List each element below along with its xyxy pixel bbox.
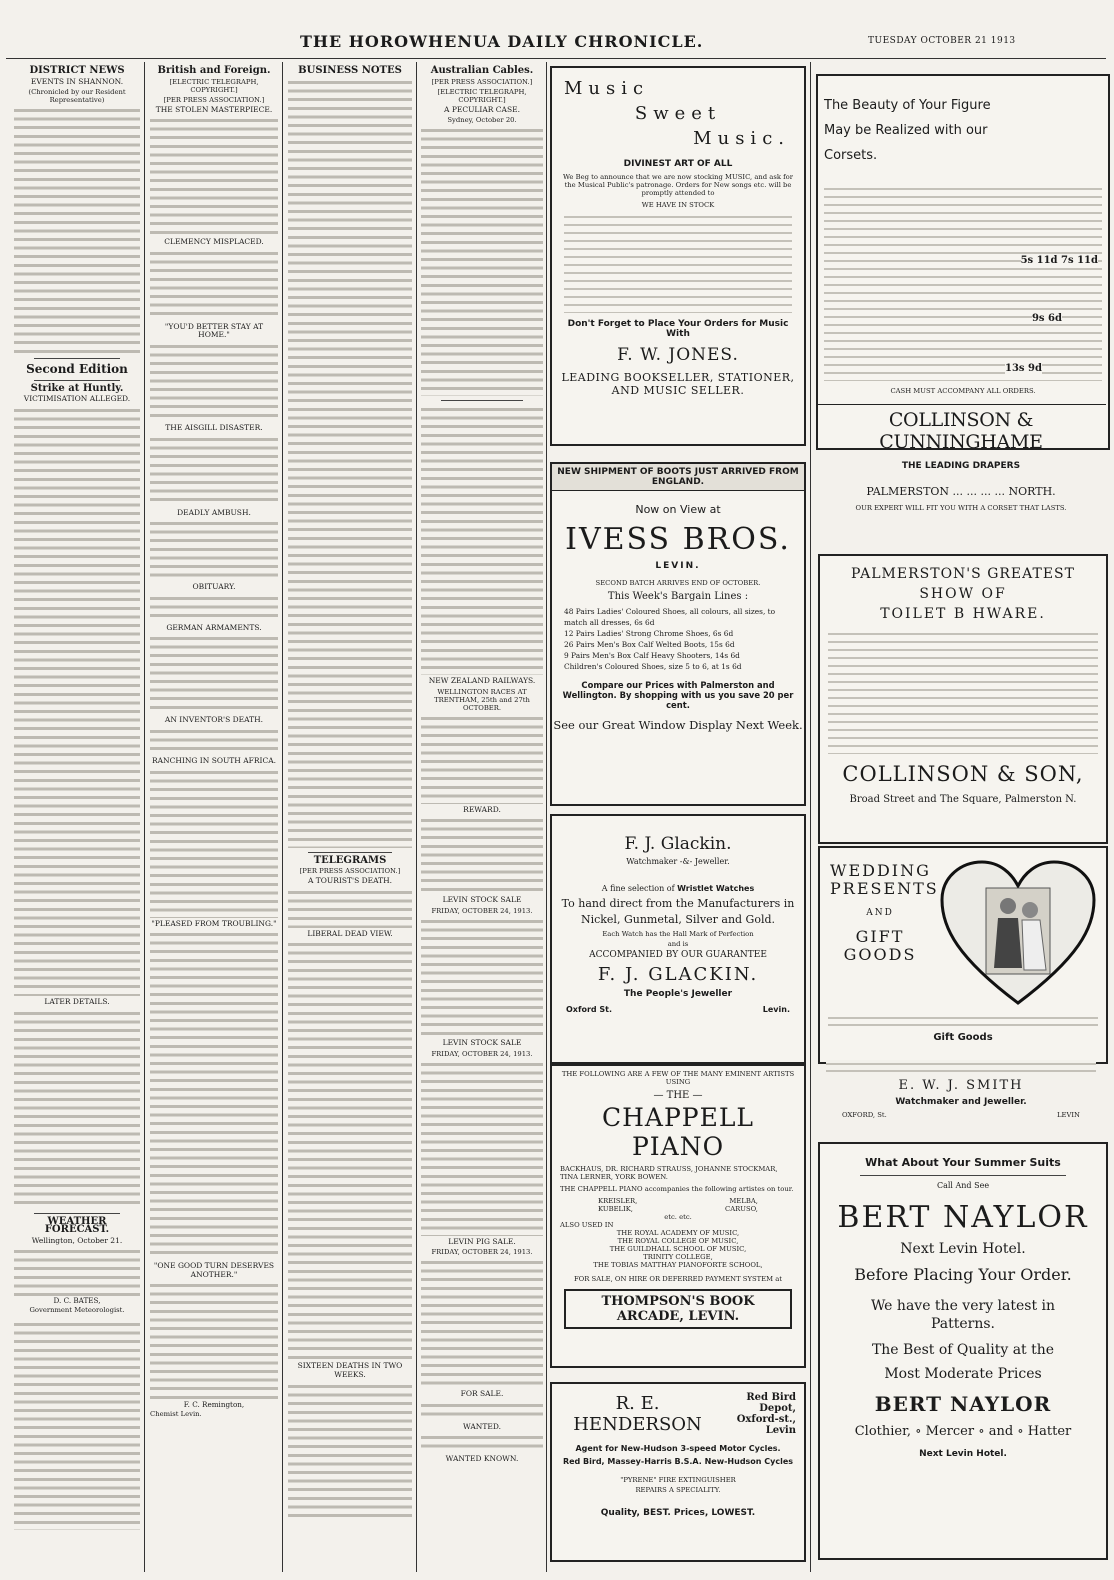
section-heading: DISTRICT NEWS <box>29 65 125 76</box>
sub-heading: "PLEASED FROM TROUBLING." <box>151 918 277 928</box>
sub-heading: A PECULIAR CASE. <box>444 104 520 114</box>
article-body <box>150 634 278 714</box>
column-rule <box>546 62 547 1572</box>
ad-name: IVESS BROS. <box>565 522 791 557</box>
ad-body <box>828 1014 1098 1028</box>
sub-heading: VICTIMISATION ALLEGED. <box>23 394 131 404</box>
ad-headline: What About Your Summer Suits <box>865 1156 1061 1169</box>
sub-heading: "YOU'D BETTER STAY AT HOME." <box>164 321 264 340</box>
article-body <box>150 768 278 918</box>
ad-collinson-cunninghame <box>816 400 1106 520</box>
column-business-notes <box>288 64 412 1574</box>
ad-name: BERT NAYLOR <box>874 1392 1052 1416</box>
ad-town: PALMERSTON ... ... ... ... NORTH. <box>866 485 1056 498</box>
ad-name: THOMPSON'S BOOK ARCADE, LEVIN. <box>564 1289 792 1329</box>
ad-subheading: Gift Goods <box>933 1032 993 1043</box>
ad-body: Red Bird, Massey-Harris B.S.A. New-Hudson Cycles <box>562 1457 794 1466</box>
ad-name: BERT NAYLOR <box>837 1200 1089 1235</box>
ad-smith <box>818 1060 1104 1130</box>
ad-body: The Best of Quality at the <box>871 1342 1055 1358</box>
ad-body: BACKHAUS, DR. RICHARD STRAUSS, JOHANNE STOCKMAR, TINA LERNER, YORK BOWEN. <box>560 1165 778 1181</box>
price: 9s 6d <box>1031 313 1062 324</box>
section-heading: Australian Cables. <box>430 65 534 76</box>
advert-body <box>421 714 543 804</box>
dateline: FRIDAY, OCTOBER 24, 1913. <box>431 1248 533 1257</box>
ad-body: Call And See <box>936 1181 990 1190</box>
article-body <box>150 727 278 755</box>
ad-headline: NEW SHIPMENT OF BOOTS JUST ARRIVED FROM ENGLAND. <box>552 464 804 491</box>
column-australian-cables <box>421 64 543 1574</box>
wire-credit: [PER PRESS ASSOCIATION.] <box>431 77 533 86</box>
ad-callout: See our Great Window Display Next Week. <box>553 718 803 732</box>
ad-headline: May be Realized with our <box>824 123 988 138</box>
ad-name: F. J. GLACKIN. <box>597 964 759 985</box>
ad-trade: Clothier, ∘ Mercer ∘ and ∘ Hatter <box>854 1424 1072 1439</box>
sub-heading: LATER DETAILS. <box>44 996 110 1006</box>
column-rule <box>282 62 283 1572</box>
sub-heading: RANCHING IN SOUTH AFRICA. <box>151 755 277 765</box>
ad-headline: SHOW OF <box>919 586 1007 602</box>
sub-heading: CLEMENCY MISPLACED. <box>164 237 264 247</box>
ad-body: etc. etc. <box>664 1213 692 1221</box>
divider <box>308 852 392 853</box>
bargain-item: 9 Pairs Men's Box Calf Heavy Shooters, 14s 6d <box>564 651 740 660</box>
ad-glackin <box>550 814 806 1064</box>
ad-address: Next Levin Hotel. <box>900 1241 1026 1257</box>
ad-header <box>560 1392 796 1436</box>
newspaper-title: THE HOROWHENUA DAILY CHRONICLE. <box>300 32 704 51</box>
advert-body <box>421 1433 543 1453</box>
venue-item: THE ROYAL ACADEMY OF MUSIC, <box>616 1229 740 1237</box>
ad-name: E. W. J. SMITH <box>898 1078 1024 1093</box>
wire-credit: [PER PRESS ASSOCIATION.] <box>299 867 401 876</box>
dateline: Sydney, October 20. <box>447 116 517 125</box>
ad-trade: Watchmaker -&- Jeweller. <box>626 857 730 866</box>
divider <box>34 380 120 381</box>
venue-item: TRINITY COLLEGE, <box>643 1253 713 1261</box>
ad-body: "PYRENE" FIRE EXTINGUISHER <box>620 1476 736 1484</box>
article-body <box>14 406 140 996</box>
ad-headline: Corsets. <box>824 148 878 163</box>
article-body <box>150 116 278 236</box>
ad-body <box>826 1060 1096 1072</box>
ad-body: ACCOMPANIED BY OUR GUARANTEE <box>589 950 767 960</box>
ad-town: LEVIN. <box>655 561 701 571</box>
ad-subheading: DIVINEST ART OF ALL <box>623 159 733 169</box>
article-body <box>150 519 278 581</box>
venue-item: THE GUILDHALL SCHOOL OF MUSIC, <box>609 1245 747 1253</box>
price: 5s 11d 7s 11d <box>1020 255 1098 266</box>
sub-heading: LEVIN STOCK SALE <box>442 895 522 905</box>
ad-body: REPAIRS A SPECIALITY. <box>635 1486 721 1494</box>
article-body <box>14 1320 140 1530</box>
ad-body: Nickel, Gunmetal, Silver and Gold. <box>580 913 776 926</box>
ad-boots <box>550 462 806 806</box>
article-body <box>150 435 278 507</box>
column-rule <box>144 62 145 1572</box>
ad-body <box>824 185 1102 381</box>
sub-heading: LIBERAL DEAD VIEW. <box>307 928 393 938</box>
sub-heading: DEADLY AMBUSH. <box>177 507 251 517</box>
article-body <box>150 249 278 321</box>
section-heading: TELEGRAMS <box>313 854 387 866</box>
sub-heading: REWARD. <box>463 804 501 814</box>
sub-heading: THE STOLEN MASTERPIECE. <box>155 104 273 114</box>
ad-name: COLLINSON & CUNNINGHAME <box>816 404 1106 453</box>
advert-body <box>421 816 543 894</box>
ad-body: OUR EXPERT WILL FIT YOU WITH A CORSET THAT LASTS. <box>855 504 1067 512</box>
byline: (Chronicled by our Resident Representative) <box>28 88 126 105</box>
signature-title: Chemist Levin. <box>150 1409 202 1418</box>
bargain-item: 12 Pairs Ladies' Strong Chrome Shoes, 6s 6d <box>564 629 734 638</box>
ad-body: We Beg to announce that we are now stocking MUSIC, and ask for the Musical Public's patronage. Orders for New songs etc. will be promptly attended to <box>563 173 793 197</box>
ad-address: Red Bird Depot, Oxford-st., Levin <box>736 1392 796 1436</box>
ad-name: F. J. Glackin. <box>624 834 732 854</box>
ad-trade: LEADING BOOKSELLER, STATIONER, AND MUSIC SELLER. <box>561 371 795 397</box>
sub-heading: THE AISGILL DISASTER. <box>165 422 263 432</box>
ad-tagline: THE LEADING DRAPERS <box>901 461 1021 471</box>
article-body <box>288 940 412 1360</box>
ad-headline: Music. <box>693 128 790 149</box>
sub-heading: "ONE GOOD TURN DESERVES ANOTHER." <box>153 1261 275 1279</box>
sub-heading: A TOURIST'S DEATH. <box>307 876 393 886</box>
artist-list: KREISLER, MELBA, <box>598 1197 758 1205</box>
ad-body: — THE — <box>653 1090 703 1101</box>
masthead <box>0 18 1114 58</box>
article-body <box>288 78 412 848</box>
ad-headline: The Beauty of Your Figure <box>824 98 991 113</box>
bargain-item: 48 Pairs Ladies' Coloured Shoes, all colours, all sizes, to match all dresses, 6s 6d <box>564 607 776 627</box>
section-heading: BUSINESS NOTES <box>298 65 402 76</box>
bargain-item: 26 Pairs Men's Box Calf Welted Boots, 15s 6d <box>564 640 735 649</box>
signature-title: Government Meteorologist. <box>29 1305 125 1314</box>
sub-heading: SIXTEEN DEATHS IN TWO WEEKS. <box>297 1361 403 1379</box>
sub-heading: AN INVENTOR'S DEATH. <box>164 715 264 725</box>
dateline: FRIDAY, OCTOBER 24, 1913. <box>431 1049 533 1058</box>
article-heading: Strike at Huntly. <box>30 382 124 394</box>
ad-headline: PALMERSTON'S GREATEST <box>851 566 1075 582</box>
ad-body: THE CHAPPELL PIANO accompanies the following artistes on tour. <box>560 1185 794 1193</box>
ad-callout: Don't Forget to Place Your Orders for Music With <box>567 319 789 339</box>
dateline: FRIDAY, OCTOBER 24, 1913. <box>431 906 533 915</box>
ad-naylor <box>818 1142 1108 1560</box>
sub-heading: OBITUARY. <box>192 582 236 592</box>
advert-body <box>421 917 543 1037</box>
ad-address: OXFORD, St. LEVIN <box>842 1111 1080 1119</box>
ad-address: Next Levin Hotel. <box>919 1449 1007 1459</box>
ad-subheading: Now on View at <box>635 503 721 516</box>
wire-credit: [PER PRESS ASSOCIATION.] <box>163 95 265 104</box>
sub-heading: WANTED KNOWN. <box>445 1454 519 1464</box>
ad-body: Agent for New-Hudson 3-speed Motor Cycles. <box>575 1444 781 1453</box>
ad-address: Oxford St. Levin. <box>566 1005 790 1014</box>
section-heading: British and Foreign. <box>157 65 271 76</box>
ad-name: CHAPPELL PIANO <box>601 1103 755 1161</box>
venue-item: THE ROYAL COLLEGE OF MUSIC, <box>617 1237 739 1245</box>
ad-headline: WEDDING PRESENTS AND GIFT GOODS <box>830 861 939 964</box>
ad-headline: Sweet <box>634 103 722 124</box>
column-district-news <box>14 64 140 1574</box>
sub-heading: EVENTS IN SHANNON. <box>30 76 124 86</box>
ad-palmerston <box>818 554 1108 844</box>
article-body <box>14 1247 140 1297</box>
bargain-list <box>564 606 792 672</box>
wire-credit: [ELECTRIC TELEGRAPH, COPYRIGHT.] <box>169 77 259 94</box>
advert-body <box>421 405 543 675</box>
column-rule <box>416 62 417 1572</box>
ad-henderson <box>550 1382 806 1562</box>
divider <box>34 1213 120 1214</box>
sub-heading: WANTED. <box>463 1421 501 1431</box>
ad-trade: Watchmaker and Jeweller. <box>895 1097 1027 1107</box>
ad-address: Broad Street and The Square, Palmerston N. <box>849 794 1077 805</box>
ad-name: COLLINSON & SON, <box>842 762 1084 786</box>
stock-list <box>564 213 792 313</box>
ad-body: To hand direct from the Manufacturers in <box>561 897 795 910</box>
weather-heading: WEATHER FORECAST. <box>44 1215 110 1236</box>
article-body <box>150 594 278 622</box>
ad-body: This Week's Bargain Lines : <box>607 591 749 602</box>
advert-body <box>421 1258 543 1388</box>
signature: F. C. Remington, <box>183 1400 245 1410</box>
sub-heading: WELLINGTON RACES AT TRENTHAM, 25th and 27th OCTOBER. <box>434 687 530 712</box>
advert-body <box>421 1060 543 1236</box>
sub-heading: FOR SALE. <box>460 1389 504 1399</box>
masthead-rule <box>6 58 1106 59</box>
wire-credit: [ELECTRIC TELEGRAPH, COPYRIGHT.] <box>437 87 527 104</box>
ad-body: Each Watch has the Hall Mark of Perfection <box>602 930 754 938</box>
ad-name: R. E. HENDERSON <box>573 1393 702 1435</box>
venue-item: THE TOBIAS MATTHAY PIANOFORTE SCHOOL, <box>593 1261 763 1269</box>
column-rule <box>810 62 811 1572</box>
price: 13s 9d <box>1005 363 1042 374</box>
article-body <box>150 930 278 1260</box>
ad-callout: Compare our Prices with Palmerston and Wellington. By shopping with us you save 20 per cent. <box>562 680 794 710</box>
divider <box>441 400 523 401</box>
ad-callout: Before Placing Your Order. <box>854 1265 1072 1284</box>
ad-body: FOR SALE, ON HIRE OR DEFERRED PAYMENT SYSTEM at <box>573 1275 783 1283</box>
sub-heading: NEW ZEALAND RAILWAYS. <box>428 676 536 686</box>
ad-body: WE HAVE IN STOCK <box>641 201 715 209</box>
advert-body <box>421 1401 543 1421</box>
article-body <box>14 1009 140 1209</box>
ad-motto: Quality, BEST. Prices, LOWEST. <box>600 1508 756 1518</box>
article-body <box>288 1382 412 1522</box>
dateline: Wellington, October 21. <box>31 1235 123 1245</box>
venue-list <box>552 1229 804 1269</box>
article-body <box>14 106 140 354</box>
heart-illustration <box>938 858 1098 1008</box>
sub-heading: LEVIN STOCK SALE <box>442 1037 522 1047</box>
ad-name: F. W. JONES. <box>617 345 739 365</box>
ad-body: SECOND BATCH ARRIVES END OF OCTOBER. <box>595 579 761 587</box>
artist-list: KUBELIK, CARUSO, <box>598 1205 758 1213</box>
article-body <box>150 1281 278 1401</box>
article-body <box>150 342 278 422</box>
ad-tagline: The People's Jeweller <box>623 989 733 999</box>
ad-body: Patterns. <box>930 1316 996 1332</box>
ad-body: A fine selection of Wristlet Watches <box>601 884 755 893</box>
ad-music <box>550 66 806 446</box>
ad-body: ALSO USED IN <box>560 1221 614 1229</box>
ad-corsets <box>816 74 1110 450</box>
ad-headline: Music <box>564 78 650 99</box>
ad-headline: THE FOLLOWING ARE A FEW OF THE MANY EMINENT ARTISTS USING <box>561 1070 795 1086</box>
signature: D. C. BATES, <box>53 1296 101 1306</box>
column-british-foreign <box>150 64 278 1574</box>
ad-body: We have the very latest in <box>870 1298 1056 1314</box>
ad-body: CASH MUST ACCOMPANY ALL ORDERS. <box>890 387 1036 395</box>
ad-body: and is <box>667 940 689 948</box>
article-body <box>421 126 543 396</box>
ad-wedding <box>818 846 1108 1064</box>
sub-heading: LEVIN PIG SALE. <box>448 1236 516 1246</box>
ad-body <box>828 630 1098 754</box>
bargain-item: Children's Coloured Shoes, size 5 to 6, at 1s 6d <box>564 662 742 671</box>
article-body <box>288 888 412 928</box>
ad-piano <box>550 1064 806 1368</box>
divider <box>860 1175 1066 1176</box>
ad-body: Most Moderate Prices <box>884 1366 1042 1382</box>
issue-date: TUESDAY OCTOBER 21 1913 <box>868 36 1016 46</box>
sub-heading: GERMAN ARMAMENTS. <box>166 622 262 632</box>
ad-headline: TOILET B HWARE. <box>880 606 1046 622</box>
divider <box>34 358 120 359</box>
second-edition-heading: Second Edition <box>26 362 128 377</box>
